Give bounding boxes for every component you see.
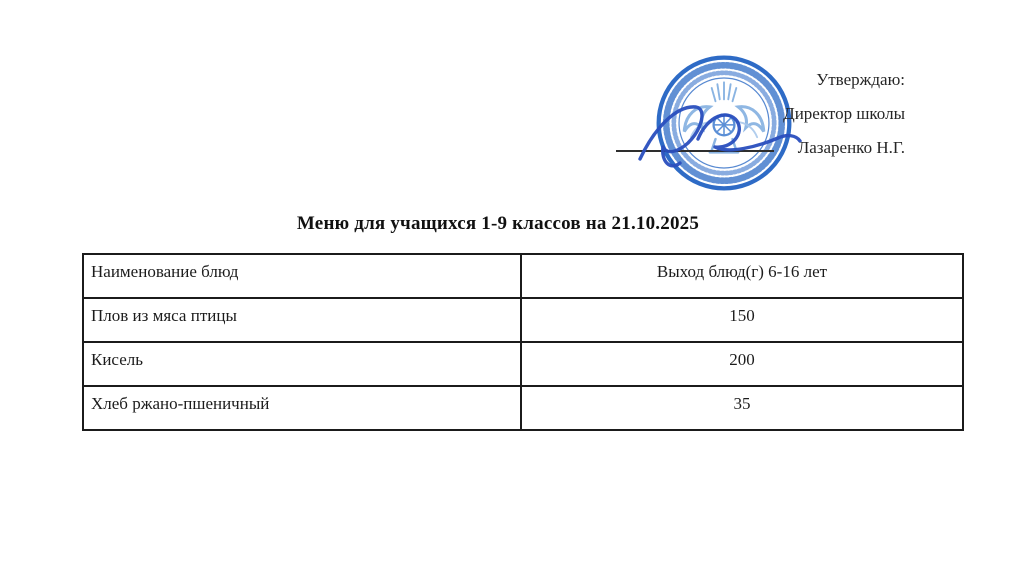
weight-cell: 150 [521,298,963,342]
weight-cell: 35 [521,386,963,430]
table-row [83,298,963,342]
table-row [83,386,963,430]
table-row [83,342,963,386]
weight-cell: 200 [521,342,963,386]
dish-name-cell: Хлеб ржано-пшеничный [83,386,521,430]
col-header-dish: Наименование блюд [83,254,521,298]
col-header-weight: Выход блюд(г) 6-16 лет [521,254,963,298]
approval-label: Утверждаю: [816,70,905,89]
table-header-row [83,254,963,298]
approval-block [705,63,905,165]
approval-role: Директор школы [783,104,905,123]
approval-name: Лазаренко Н.Г. [797,138,905,157]
dish-name-cell: Кисель [83,342,521,386]
menu-title: Меню для учащихся 1-9 классов на 21.10.2025 [296,213,700,234]
dish-name-cell: Плов из мяса птицы [83,298,521,342]
menu-table [82,253,964,431]
